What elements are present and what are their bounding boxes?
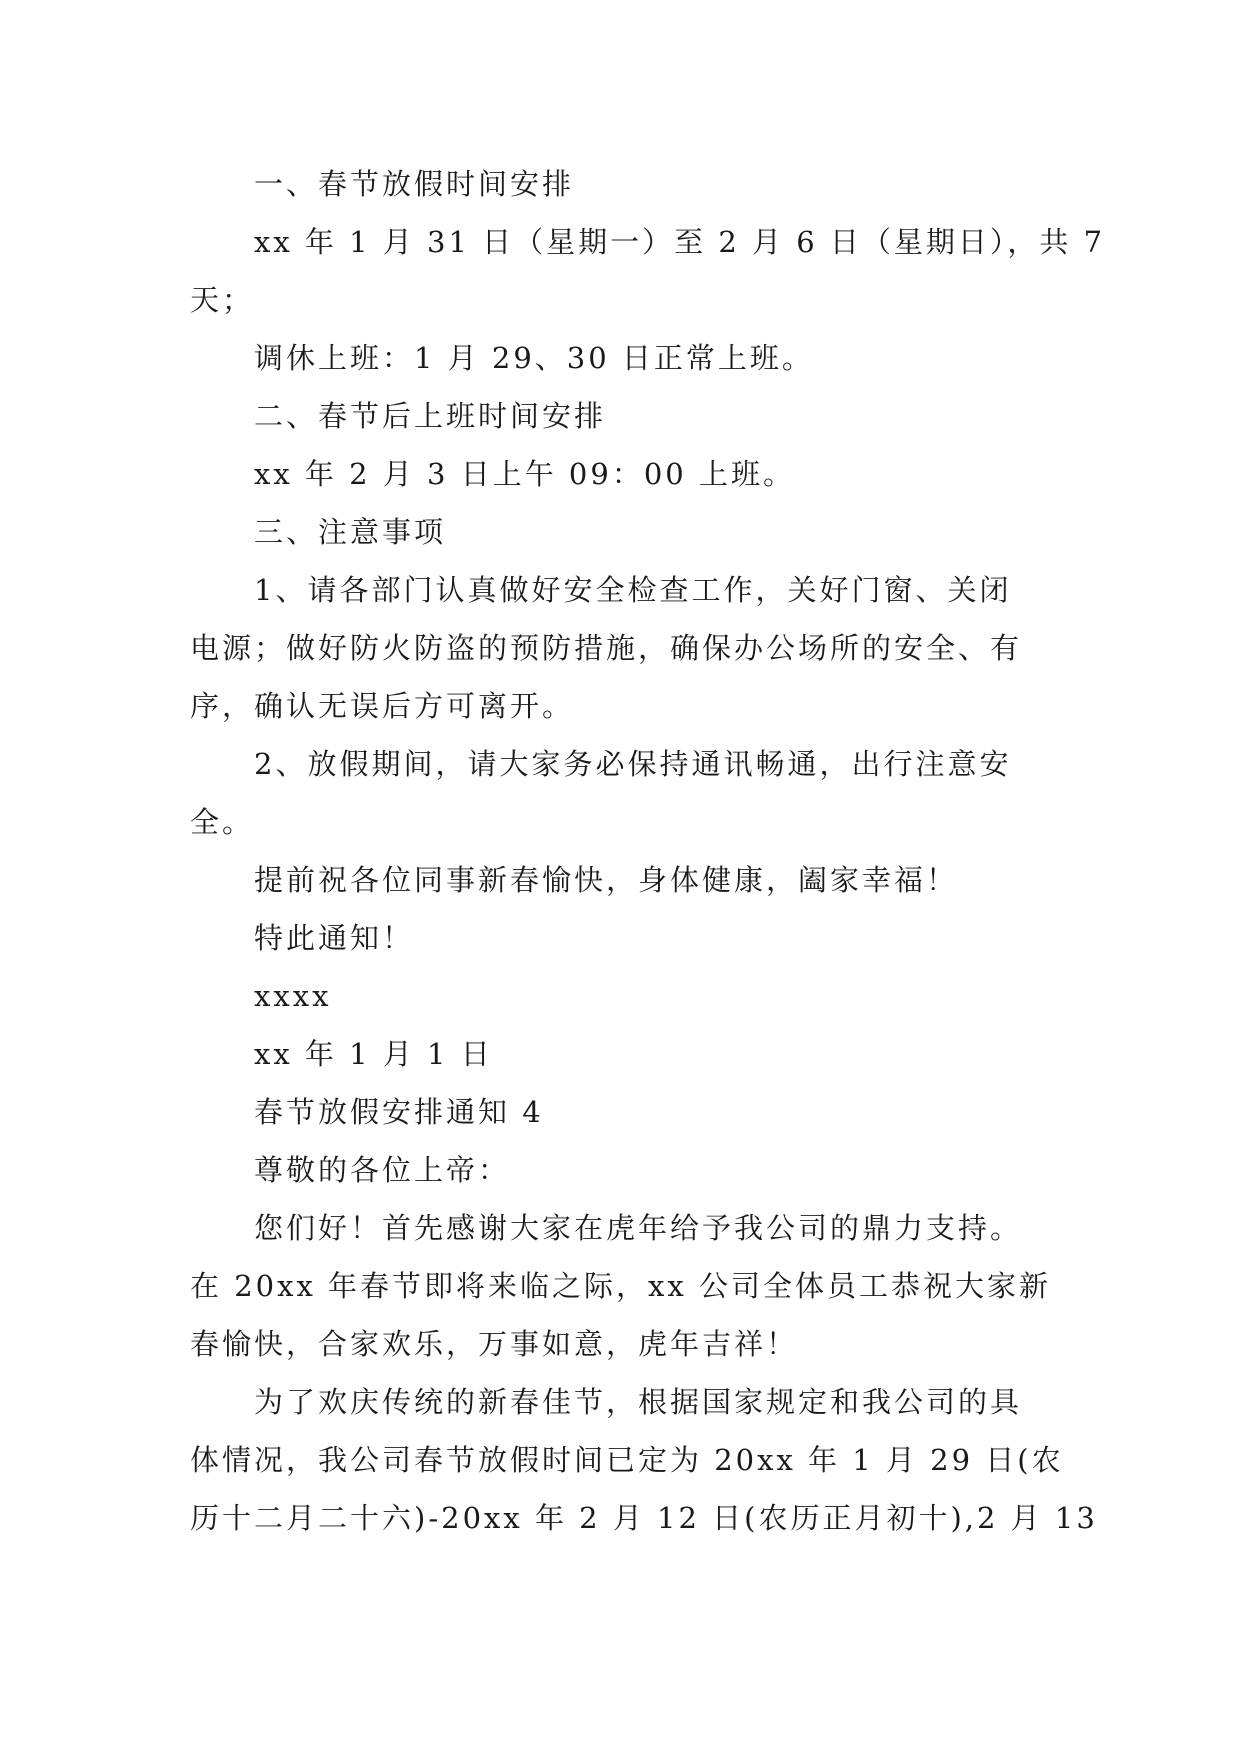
paragraph-line: 调休上班：1 月 29、30 日正常上班。	[254, 341, 814, 375]
date-line: xx 年 1 月 1 日	[254, 1037, 493, 1071]
paragraph-line: 您们好！首先感谢大家在虎年给予我公司的鼎力支持。	[254, 1211, 1023, 1245]
paragraph-line: 体情况，我公司春节放假时间已定为 20xx 年 1 月 29 日(农	[190, 1443, 1064, 1477]
paragraph-line: 春愉快，合家欢乐，万事如意，虎年吉祥！	[190, 1327, 799, 1361]
signature-line: xxxx	[254, 979, 332, 1013]
paragraph-line: 历十二月二十六)-20xx 年 2 月 12 日(农历正月初十),2 月 13	[190, 1501, 1098, 1535]
paragraph-line: xx 年 1 月 31 日（星期一）至 2 月 6 日（星期日），共 7	[254, 225, 1106, 259]
paragraph-line: 在 20xx 年春节即将来临之际，xx 公司全体员工恭祝大家新	[190, 1269, 1051, 1303]
closing-line: 特此通知！	[254, 921, 415, 955]
section-heading-1: 一、春节放假时间安排	[254, 167, 575, 201]
document-body	[190, 155, 1106, 1547]
paragraph-line: 电源；做好防火防盗的预防措施，确保办公场所的安全、有	[190, 631, 1023, 665]
paragraph-line: 1、请各部门认真做好安全检查工作，关好门窗、关闭	[254, 573, 1012, 607]
section-heading-3: 三、注意事项	[254, 515, 447, 549]
paragraph-line: xx 年 2 月 3 日上午 09：00 上班。	[254, 457, 795, 491]
paragraph-line: 序，确认无误后方可离开。	[190, 689, 575, 723]
section-heading-2: 二、春节后上班时间安排	[254, 399, 607, 433]
salutation-line: 尊敬的各位上帝：	[254, 1153, 511, 1187]
paragraph-line: 提前祝各位同事新春愉快，身体健康，阖家幸福！	[254, 863, 959, 897]
paragraph-line: 全。	[190, 805, 255, 839]
paragraph-line: 为了欢庆传统的新春佳节，根据国家规定和我公司的具	[254, 1385, 1023, 1419]
paragraph-line: 2、放假期间，请大家务必保持通讯畅通，出行注意安	[254, 747, 1012, 781]
paragraph-line: 天；	[190, 283, 255, 317]
notice-title: 春节放假安排通知 4	[254, 1095, 544, 1129]
